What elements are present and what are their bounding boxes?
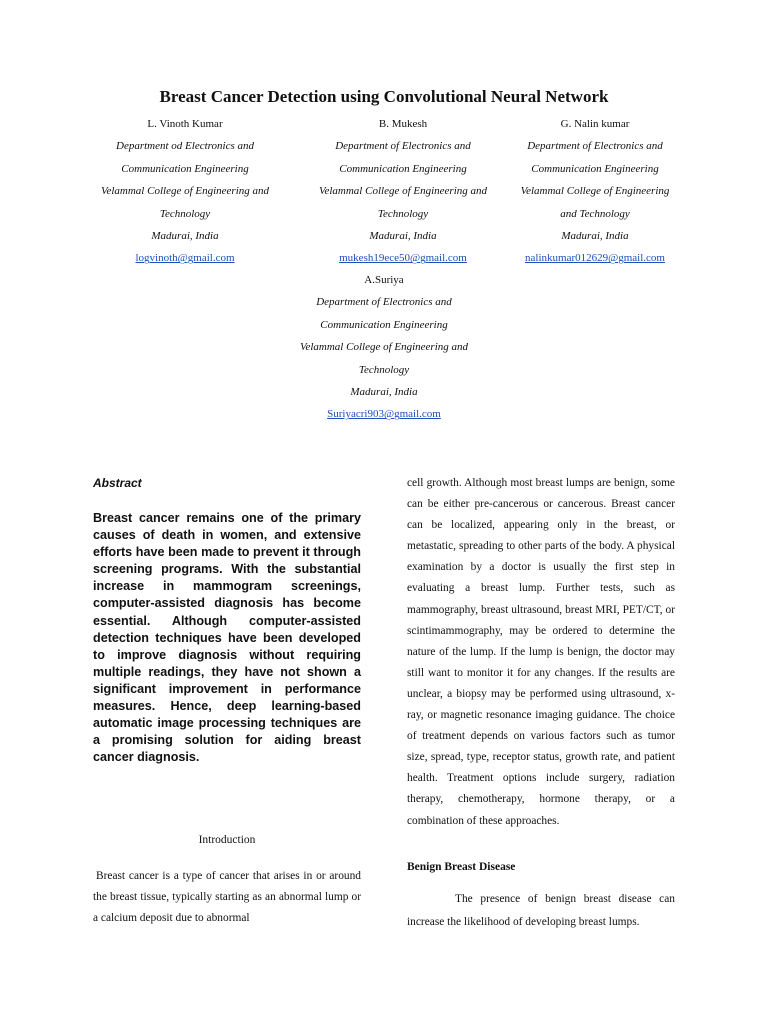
- author-location: Madurai, India: [369, 230, 437, 243]
- author-name: L. Vinoth Kumar: [147, 118, 223, 130]
- author-college: Velammal College of Engineering and: [318, 185, 488, 198]
- introduction-heading: Introduction: [198, 834, 256, 846]
- author-college: Velammal College of Engineering: [520, 185, 670, 198]
- author-department-cont: Communication Engineering: [121, 162, 249, 175]
- author-college-cont: Technology: [358, 363, 410, 376]
- author-email-link[interactable]: mukesh19ece50@gmail.com: [339, 252, 467, 265]
- author-email-link[interactable]: Suriyacri903@gmail.com: [327, 408, 441, 421]
- author-college-cont: Technology: [159, 207, 211, 220]
- introduction-paragraph-left: Breast cancer is a type of cancer that arises in or around the breast tissue, typically starting as an abnormal lump or a calcium deposit due to abnormal: [93, 870, 361, 924]
- author-department: Department of Electronics and: [527, 140, 663, 153]
- author-email-link[interactable]: nalinkumar012629@gmail.com: [525, 252, 665, 265]
- author-block-3: [504, 113, 686, 270]
- author-department-cont: Communication Engineering: [339, 162, 467, 175]
- author-college-cont: and Technology: [560, 207, 630, 220]
- author-name: G. Nalin kumar: [560, 118, 630, 130]
- abstract-body: Breast cancer remains one of the primary causes of death in women, and extensive efforts have been made to prevent it through screening programs. With the substantial increase in mammogram screenings, computer-assisted diagnosis has become essential. Although computer-assisted detection techniques have been developed to improve diagnosis without requiring multiple readings, they have not shown a significant improvement in performance measures. Hence, deep learning-based automatic image processing techniques are a promising solution for aiding breast cancer diagnosis.: [93, 511, 361, 765]
- author-college-cont: Technology: [377, 207, 429, 220]
- author-college: Velammal College of Engineering and: [100, 185, 270, 198]
- benign-heading: Benign Breast Disease: [407, 861, 516, 873]
- author-location: Madurai, India: [350, 386, 418, 399]
- author-block-1: [88, 113, 282, 270]
- author-name: A.Suriya: [364, 274, 404, 286]
- abstract-heading: Abstract: [93, 476, 142, 490]
- introduction-paragraph-right: cell growth. Although most breast lumps are benign, some can be either pre-cancerous or cancerous. Breast cancer can be localized, appearing only in the breast, or metastatic, spreading to other parts of the body. A physical examination by a doctor is usually the first step in evaluating a breast lump. Further tests, such as mammography, breast ultrasound, breast MRI, PET/CT, or scintimammography, may be ordered to determine the nature of the lump. If the lump is benign, the doctor may still want to monitor it for any changes. If the results are unclear, a biopsy may be performed using ultrasound, x-ray, or magnetic resonance imaging guidance. The choice of treatment depends on various factors such as tumor size, spread, type, receptor status, growth rate, and patient health. Treatment options include surgery, radiation therapy, chemotherapy, hormone therapy, or a combination of these approaches.: [407, 477, 675, 827]
- author-department: Department of Electronics and: [316, 296, 452, 309]
- author-location: Madurai, India: [151, 230, 219, 243]
- author-college: Velammal College of Engineering and: [299, 341, 469, 354]
- author-block-4: [280, 269, 488, 426]
- benign-paragraph: The presence of benign breast disease can increase the likelihood of developing breast lumps.: [407, 893, 675, 928]
- paper-title: Breast Cancer Detection using Convolutional Neural Network: [159, 87, 609, 106]
- author-location: Madurai, India: [561, 230, 629, 243]
- author-name: B. Mukesh: [378, 118, 428, 130]
- author-department: Department od Electronics and: [116, 140, 254, 153]
- author-department: Department of Electronics and: [335, 140, 471, 153]
- author-email-link[interactable]: logvinoth@gmail.com: [135, 252, 235, 265]
- author-department-cont: Communication Engineering: [320, 318, 448, 331]
- author-block-2: [300, 113, 506, 270]
- author-department-cont: Communication Engineering: [531, 162, 659, 175]
